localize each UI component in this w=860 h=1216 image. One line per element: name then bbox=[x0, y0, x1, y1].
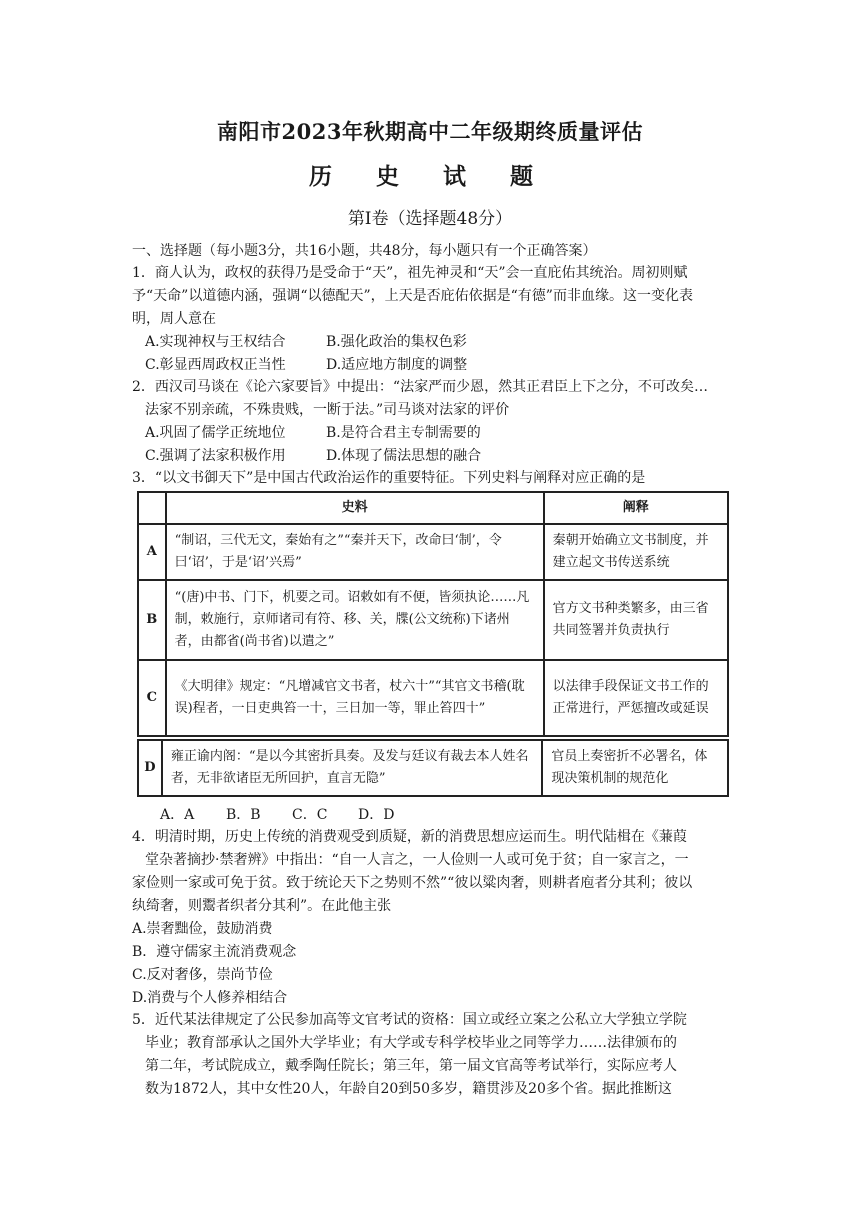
row-explanation: 官方文书种类繁多，由三省共同签署并负责执行 bbox=[544, 580, 728, 660]
section-title: 第I卷（选择题48分） bbox=[347, 209, 513, 229]
q3-option-d: D．D bbox=[358, 807, 395, 823]
q3-option-b: B．B bbox=[226, 807, 261, 823]
row-label: A bbox=[138, 524, 166, 580]
exam-title: 南阳市2023年秋期高中二年级期终质量评估 bbox=[217, 119, 643, 144]
row-label: D bbox=[138, 740, 162, 796]
q1-line: 予“天命”以道德内涵，强调“以德配天”，上天是否庇佑依据是“有德”而非血缘。这一变化表 bbox=[132, 288, 693, 304]
row-source: 《大明律》规定：“凡增减官文书者，杖六十”“其官文书稽(耽误)程者，一日吏典笞一十，三日加一等，罪止笞四十” bbox=[166, 660, 544, 736]
q5-line: 5．近代某法律规定了公民参加高等文官考试的资格：国立或经立案之公私立大学独立学院 bbox=[132, 1012, 687, 1028]
row-source: “制诏，三代无文，秦始有之”“秦并天下，改命曰‘制’，令曰‘诏’，于是‘诏’兴焉” bbox=[166, 524, 544, 580]
q1-line: 1．商人认为，政权的获得乃是受命于“天”，祖先神灵和“天”会一直庇佑其统治。周初则赋 bbox=[132, 265, 688, 281]
q4-option-c: C.反对奢侈，崇尚节俭 bbox=[132, 967, 273, 983]
q5-line: 毕业；教育部承认之国外大学毕业；有大学或专科学校毕业之同等学力……法律颁布的 bbox=[145, 1035, 677, 1051]
row-explanation: 秦朝开始确立文书制度，并建立起文书传送系统 bbox=[544, 524, 728, 580]
q4-option-d: D.消费与个人修养相结合 bbox=[132, 990, 288, 1006]
row-source: 雍正谕内阁：“是以今其密折具奏。及发与廷议有裁去本人姓名者，无非欲诸臣无所回护，直言无隐” bbox=[162, 740, 543, 796]
q4-line: 堂杂著摘抄·禁奢辨》中指出：“自一人言之，一人俭则一人或可免于贫；自一家言之，一 bbox=[145, 852, 689, 868]
q4-line: 纨绮奢，则鬻者织者分其利”。在此他主张 bbox=[132, 898, 392, 914]
table-header-source: 史料 bbox=[166, 492, 544, 524]
table-row bbox=[138, 580, 728, 660]
row-source: “(唐)中书、门下，机要之司。诏敕如有不便，皆须执论……凡制，敕施行，京师诸司有符、移、关，牒(公文统称)下诸州者，由都省(尚书省)以遣之” bbox=[166, 580, 544, 660]
table-header-explanation: 阐释 bbox=[544, 492, 728, 524]
q1-option-b: B.强化政治的集权色彩 bbox=[326, 334, 467, 350]
q4-option-b: B．遵守儒家主流消费观念 bbox=[132, 944, 297, 960]
row-explanation: 以法律手段保证文书工作的正常进行，严惩擅改或延误 bbox=[544, 660, 728, 736]
table-row bbox=[138, 524, 728, 580]
q1-option-c: C.彰显西周政权正当性 bbox=[145, 357, 286, 373]
q3-source-table-row-d bbox=[137, 739, 729, 797]
q1-option-a: A.实现神权与王权结合 bbox=[145, 334, 286, 350]
q2-option-b: B.是符合君主专制需要的 bbox=[326, 425, 481, 441]
q4-line: 家俭则一家或可免于贫。致于统论天下之势则不然”“彼以粱肉奢，则耕者庖者分其利；彼以 bbox=[132, 875, 693, 891]
q3-stem: 3．“以文书御天下”是中国古代政治运作的重要特征。下列史料与阐释对应正确的是 bbox=[132, 470, 646, 486]
q4-line: 4．明清时期，历史上传统的消费观受到质疑，新的消费思想应运而生。明代陆楫在《蒹葭 bbox=[132, 829, 687, 845]
q2-option-c: C.强调了法家积极作用 bbox=[145, 448, 286, 464]
q2-option-a: A.巩固了儒学正统地位 bbox=[145, 425, 286, 441]
row-label: B bbox=[138, 580, 166, 660]
table-row bbox=[138, 660, 728, 736]
q3-option-a: A．A bbox=[160, 807, 195, 823]
q3-option-c: C．C bbox=[292, 807, 328, 823]
q5-line: 第二年，考试院成立，戴季陶任院长；第三年，第一届文官高等考试举行，实际应考人 bbox=[145, 1058, 677, 1074]
q5-line: 数为1872人，其中女性20人，年龄自20到50多岁，籍贯涉及20多个省。据此推断这 bbox=[145, 1081, 672, 1097]
instructions: 一、选择题（每小题3分，共16小题，共48分，每小题只有一个正确答案） bbox=[132, 243, 597, 259]
table-corner-cell bbox=[138, 492, 166, 524]
q4-option-a: A.崇奢黜俭，鼓励消费 bbox=[132, 921, 273, 937]
q2-line: 2．西汉司马谈在《论六家要旨》中提出：“法家严而少恩，然其正君臣上下之分，不可改矣… bbox=[132, 379, 709, 395]
q2-option-d: D.体现了儒法思想的融合 bbox=[326, 448, 482, 464]
subject-title: 历 史 试 题 bbox=[308, 163, 552, 190]
q1-line: 明，周人意在 bbox=[132, 311, 216, 327]
row-label: C bbox=[138, 660, 166, 736]
q3-source-table bbox=[137, 491, 729, 737]
row-explanation: 官员上奏密折不必署名，体现决策机制的规范化 bbox=[542, 740, 728, 796]
q1-option-d: D.适应地方制度的调整 bbox=[326, 357, 468, 373]
q2-line: 法家不别亲疏，不殊贵贱，一断于法。”司马谈对法家的评价 bbox=[145, 402, 510, 418]
table-row bbox=[138, 740, 728, 796]
